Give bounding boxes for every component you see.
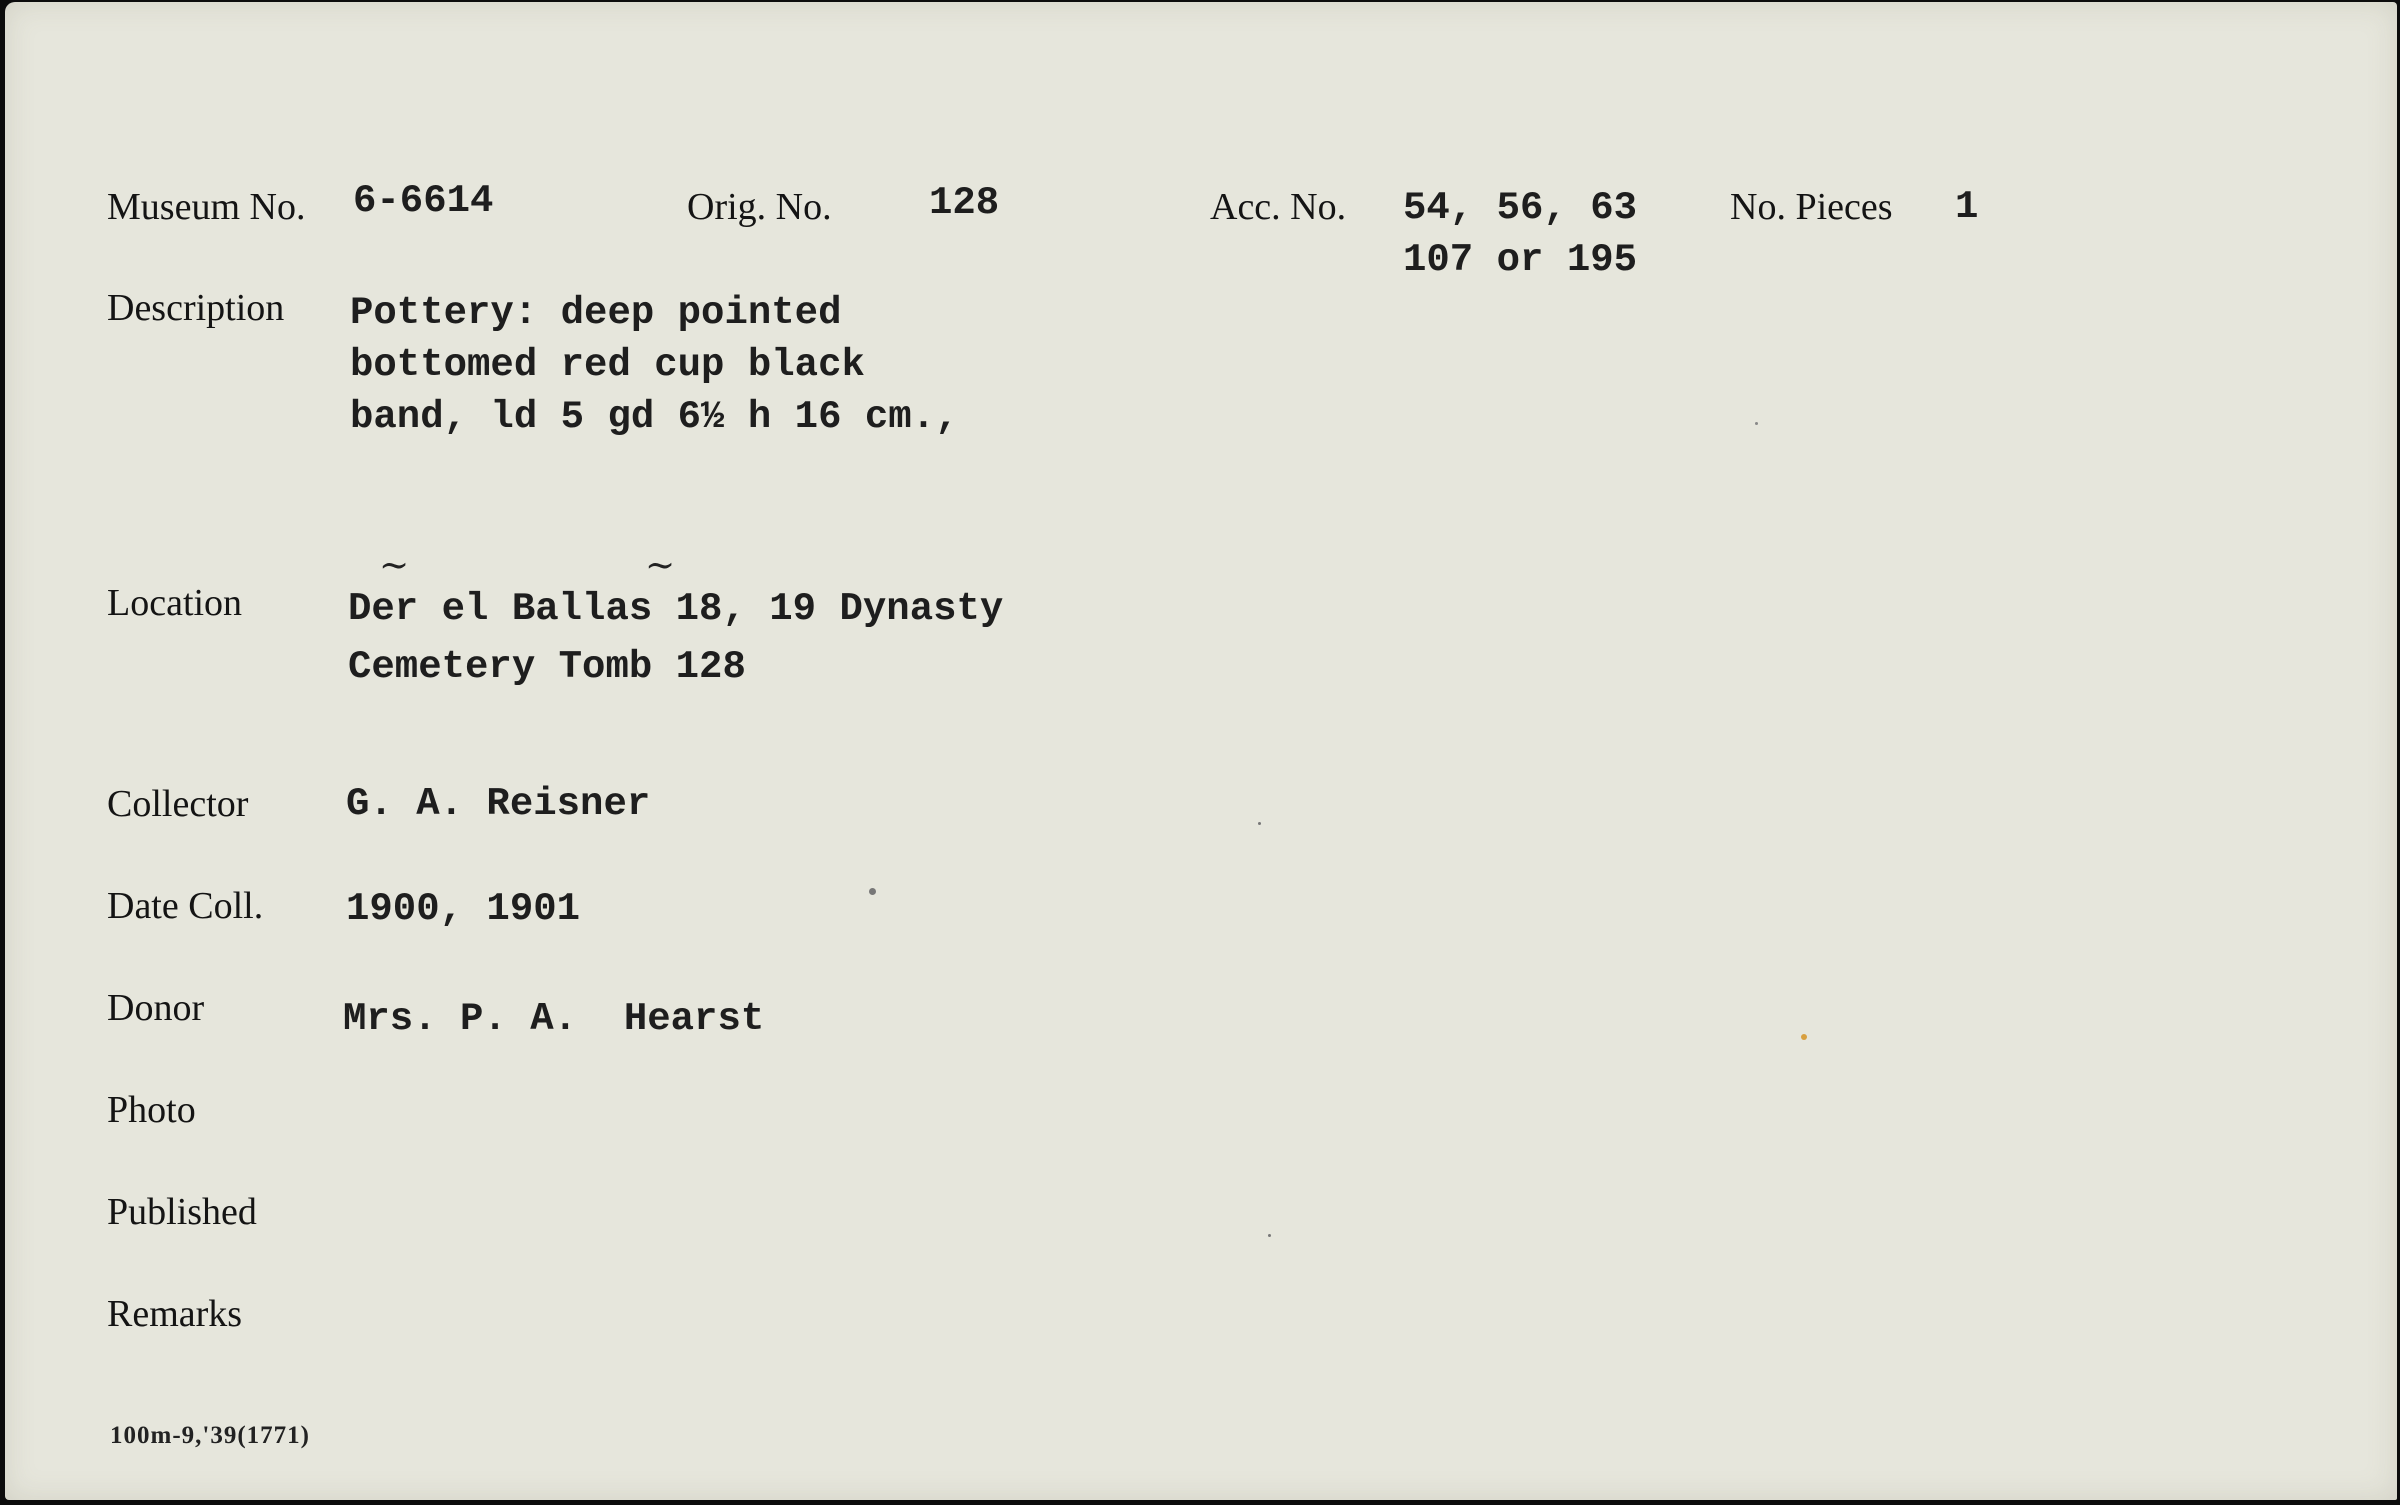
paper-speck — [1258, 822, 1261, 825]
orig-no-label: Orig. No. — [687, 186, 832, 228]
tilde-mark-ballas: ~ — [645, 545, 676, 586]
remarks-label: Remarks — [107, 1293, 243, 1335]
museum-no-label: Museum No. — [107, 186, 306, 228]
location-value: Der el Ballas 18, 19 Dynasty Cemetery Tomb 128 — [348, 587, 1004, 689]
museum-no-value: 6-6614 — [353, 179, 494, 223]
no-pieces-label: No. Pieces — [1730, 186, 1893, 228]
acc-no-label: Acc. No. — [1210, 186, 1347, 228]
print-code-footer: 100m-9,'39(1771) — [110, 1422, 310, 1449]
description-label: Description — [107, 287, 285, 329]
donor-label: Donor — [107, 987, 205, 1029]
location-label: Location — [107, 582, 243, 624]
acc-no-value: 54, 56, 63 107 or 195 — [1403, 186, 1638, 282]
collector-label: Collector — [107, 783, 249, 825]
donor-value: Mrs. P. A. Hearst — [343, 997, 765, 1041]
paper-speck — [1268, 1234, 1271, 1237]
catalog-card — [5, 2, 2397, 1500]
photo-label: Photo — [107, 1089, 196, 1131]
collector-value: G. A. Reisner — [346, 782, 651, 826]
stain-speck — [1801, 1034, 1807, 1040]
published-label: Published — [107, 1191, 257, 1233]
date-coll-label: Date Coll. — [107, 885, 264, 927]
description-value: Pottery: deep pointed bottomed red cup black band, ld 5 gd 6½ h 16 cm., — [350, 291, 959, 439]
paper-speck — [1755, 422, 1758, 425]
orig-no-value: 128 — [929, 181, 1000, 225]
no-pieces-value: 1 — [1955, 185, 1979, 229]
ink-speck — [869, 888, 876, 895]
tilde-mark-der: ~ — [379, 545, 410, 586]
date-coll-value: 1900, 1901 — [346, 887, 581, 931]
